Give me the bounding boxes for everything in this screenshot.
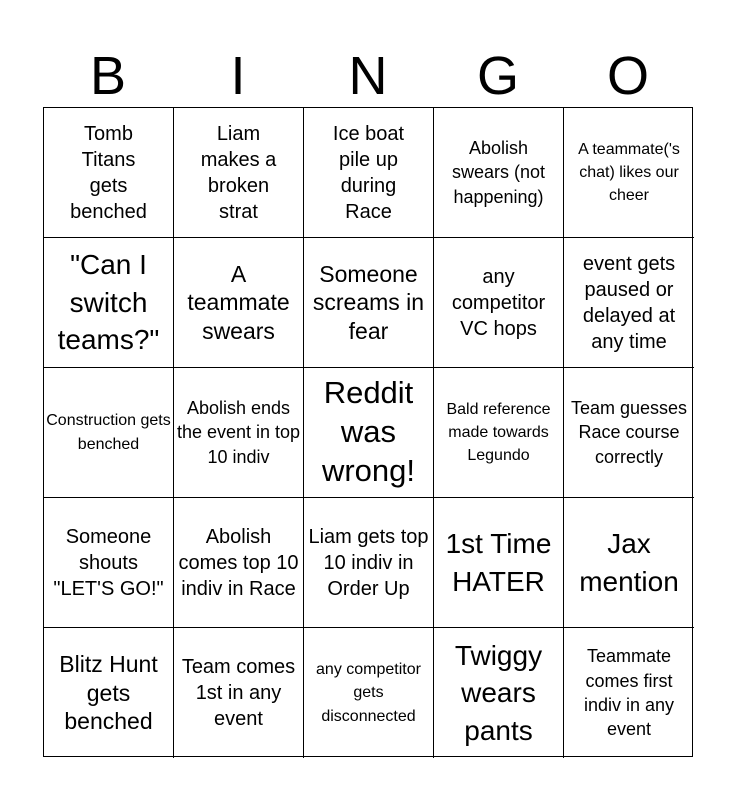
cell-text: event gets paused or delayed at any time bbox=[582, 252, 676, 353]
header-letter-g: G bbox=[476, 46, 519, 106]
cell-text: Reddit was wrong! bbox=[321, 375, 416, 488]
bingo-cell[interactable] bbox=[564, 108, 694, 238]
bingo-cell[interactable] bbox=[564, 498, 694, 628]
bingo-cell[interactable] bbox=[44, 498, 174, 628]
bingo-cell[interactable] bbox=[304, 368, 434, 498]
cell-text: Tomb Titans gets benched bbox=[70, 122, 147, 223]
bingo-cell[interactable] bbox=[44, 108, 174, 238]
cell-text: Liam makes a broken strat bbox=[200, 122, 277, 223]
cell-text: Abolish ends the event in top 10 indiv bbox=[176, 398, 301, 467]
bingo-cell[interactable] bbox=[304, 498, 434, 628]
bingo-cell[interactable] bbox=[44, 238, 174, 368]
cell-text: A teammate('s chat) likes our cheer bbox=[578, 140, 680, 205]
cell-text: "Can I switch teams?" bbox=[57, 249, 160, 356]
cell-text: Ice boat pile up during Race bbox=[332, 122, 405, 223]
header-letter-i: I bbox=[230, 46, 246, 106]
bingo-cell[interactable] bbox=[174, 238, 304, 368]
cell-text: Teammate comes first indiv in any event bbox=[583, 646, 675, 740]
cell-text: Blitz Hunt gets benched bbox=[59, 651, 158, 735]
cell-text: Someone screams in fear bbox=[312, 260, 425, 344]
bingo-card bbox=[43, 107, 693, 757]
bingo-cell[interactable] bbox=[564, 238, 694, 368]
header-letter-b: B bbox=[89, 46, 127, 106]
bingo-cell[interactable] bbox=[304, 628, 434, 758]
bingo-cell[interactable] bbox=[174, 108, 304, 238]
bingo-cell[interactable] bbox=[434, 498, 564, 628]
cell-text: Bald reference made towards Legundo bbox=[446, 400, 551, 465]
cell-text: any competitor VC hops bbox=[451, 265, 546, 340]
cell-text: Liam gets top 10 indiv in Order Up bbox=[308, 525, 429, 600]
cell-text: A teammate swears bbox=[187, 260, 290, 344]
bingo-cell[interactable] bbox=[564, 628, 694, 758]
cell-text: Team guesses Race course correctly bbox=[570, 398, 688, 467]
cell-text: any competitor gets disconnected bbox=[316, 661, 421, 725]
header-letter-o: O bbox=[606, 46, 649, 106]
bingo-cell[interactable] bbox=[44, 368, 174, 498]
bingo-cell[interactable] bbox=[44, 628, 174, 758]
bingo-cell[interactable] bbox=[434, 238, 564, 368]
bingo-cell[interactable] bbox=[434, 628, 564, 758]
bingo-cell[interactable] bbox=[304, 238, 434, 368]
bingo-cell[interactable] bbox=[434, 368, 564, 498]
cell-text: Team comes 1st in any event bbox=[181, 656, 296, 730]
bingo-cell[interactable] bbox=[434, 108, 564, 238]
bingo-cell[interactable] bbox=[304, 108, 434, 238]
bingo-cell[interactable] bbox=[174, 368, 304, 498]
cell-text: Construction gets benched bbox=[46, 412, 171, 453]
cell-text: Abolish swears (not happening) bbox=[451, 138, 546, 207]
cell-text: Jax mention bbox=[579, 527, 679, 597]
cell-text: Someone shouts "LET'S GO!" bbox=[53, 525, 164, 600]
cell-text: 1st Time HATER bbox=[445, 527, 552, 597]
bingo-header bbox=[43, 44, 693, 108]
cell-text: Twiggy wears pants bbox=[454, 639, 543, 746]
header-letter-n: N bbox=[348, 46, 388, 106]
bingo-cell[interactable] bbox=[174, 498, 304, 628]
bingo-cell[interactable] bbox=[564, 368, 694, 498]
bingo-cell[interactable] bbox=[174, 628, 304, 758]
cell-text: Abolish comes top 10 indiv in Race bbox=[178, 525, 299, 600]
